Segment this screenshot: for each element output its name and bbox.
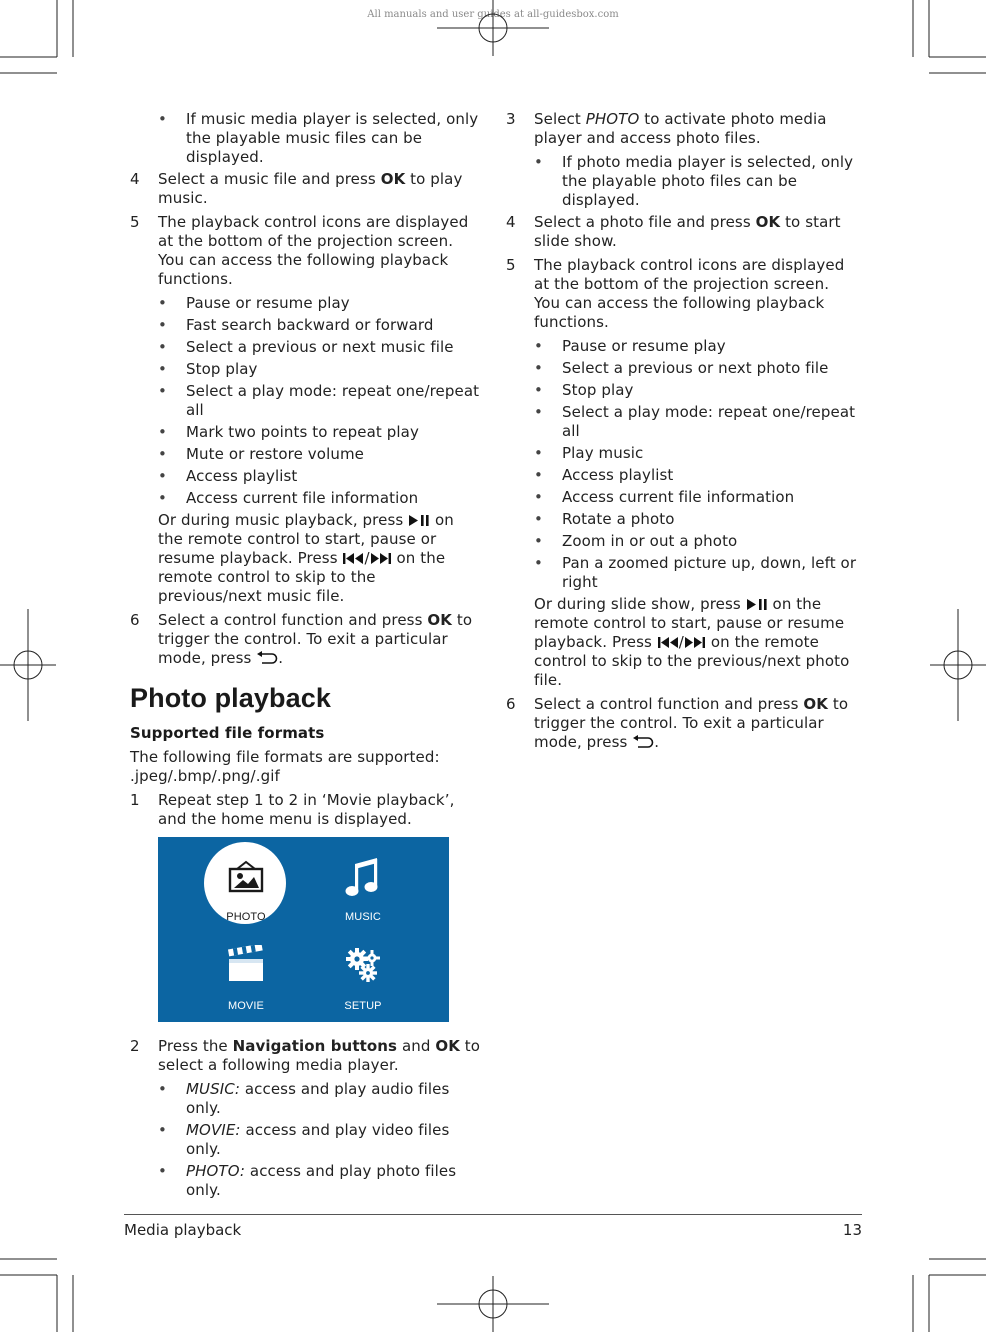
list-item: • Stop play bbox=[158, 360, 258, 378]
next-icon bbox=[684, 636, 706, 649]
function-list bbox=[506, 337, 858, 592]
list-item: • Mark two points to repeat play bbox=[158, 423, 419, 441]
play-pause-icon bbox=[408, 514, 430, 527]
function-list bbox=[130, 294, 482, 508]
list-item: • Access current file information bbox=[534, 488, 795, 506]
subsection-title: Supported file formats bbox=[130, 724, 325, 742]
list-item: • Mute or restore volume bbox=[158, 445, 364, 463]
step-6: 6 Select a control function and press OK to trigger the control. To exit a particular mode, press . bbox=[506, 695, 849, 751]
list-item: • Stop play bbox=[534, 381, 634, 399]
list-item: • Select a play mode: repeat one/repeat all bbox=[158, 382, 480, 419]
step-5: 5 The playback control icons are displayed at the bottom of the projection screen. You can access the following playback functions. bbox=[506, 256, 845, 331]
menu-tile-movie bbox=[191, 931, 301, 1021]
list-item: • Select a play mode: repeat one/repeat all bbox=[534, 403, 856, 440]
list-item: • If music media player is selected, only the playable music files can be displayed. bbox=[158, 110, 479, 166]
list-item: • Select a previous or next photo file bbox=[534, 359, 829, 377]
left-column bbox=[130, 110, 482, 1203]
list-item: • Rotate a photo bbox=[534, 510, 675, 528]
list-item: • Zoom in or out a photo bbox=[534, 532, 738, 550]
watermark: All manuals and user guides at all-guidesbox.com bbox=[367, 9, 619, 20]
section-title: Photo playback bbox=[130, 683, 331, 713]
list-item: • Pause or resume play bbox=[534, 337, 726, 355]
list-item: • If photo media player is selected, only the playable photo files can be displayed. bbox=[534, 153, 854, 209]
home-menu-screenshot bbox=[158, 837, 449, 1022]
list-item: • Access playlist bbox=[158, 467, 298, 485]
step-1: 1 Repeat step 1 to 2 in ‘Movie playback’, and the home menu is displayed. bbox=[130, 791, 455, 828]
formats-text: The following file formats are supported: .jpeg/.bmp/.png/.gif bbox=[130, 748, 440, 785]
list-item: • Pan a zoomed picture up, down, left or right bbox=[534, 554, 857, 591]
back-icon bbox=[632, 735, 654, 749]
list-item: • MOVIE: access and play video files only. bbox=[158, 1121, 450, 1158]
step-5: 5 The playback control icons are displayed at the bottom of the projection screen. You can access the following playback functions. bbox=[130, 213, 469, 288]
menu-tile-music bbox=[308, 842, 418, 932]
gears-icon bbox=[344, 945, 382, 988]
list-item: • MUSIC: access and play audio files only. bbox=[158, 1080, 450, 1117]
right-column bbox=[506, 110, 858, 757]
remote-control-paragraph: Or during slide show, press on the remote control to start, pause or resume playback. Press / on the remote control to skip to the previous/next photo file. bbox=[534, 595, 850, 689]
remote-control-paragraph: Or during music playback, press on the remote control to start, pause or resume playback. Press / on the remote control to skip to the previous/next music file. bbox=[158, 511, 454, 605]
list-item: • Fast search backward or forward bbox=[158, 316, 434, 334]
menu-label-music: MUSIC bbox=[345, 911, 381, 923]
step-3: 3 Select PHOTO to activate photo media player and access photo files. bbox=[506, 110, 827, 147]
menu-tile-setup bbox=[308, 931, 418, 1021]
page-footer bbox=[124, 1214, 862, 1239]
list-item: • Pause or resume play bbox=[158, 294, 350, 312]
photo-icon bbox=[227, 860, 265, 899]
list-item: • Play music bbox=[534, 444, 644, 462]
list-item: • PHOTO: access and play photo files only. bbox=[158, 1162, 457, 1199]
step-6: 6 Select a control function and press OK to trigger the control. To exit a particular mode, press . bbox=[130, 611, 473, 667]
menu-label-photo: PHOTO bbox=[226, 911, 266, 923]
back-icon bbox=[256, 651, 278, 665]
music-icon bbox=[344, 856, 380, 903]
clapperboard-icon bbox=[227, 945, 265, 988]
next-icon bbox=[370, 552, 392, 565]
previous-icon bbox=[657, 636, 679, 649]
menu-label-movie: MOVIE bbox=[228, 1000, 264, 1012]
player-list bbox=[130, 1080, 482, 1200]
step-2: 2 Press the Navigation buttons and OK to select a following media player. bbox=[130, 1037, 481, 1074]
list-item: • Select a previous or next music file bbox=[158, 338, 454, 356]
menu-tile-photo bbox=[191, 842, 301, 932]
list-item: • Access current file information bbox=[158, 489, 419, 507]
step-4: 4 Select a music file and press OK to play music. bbox=[130, 170, 463, 207]
step-4: 4 Select a photo file and press OK to start slide show. bbox=[506, 213, 841, 250]
play-pause-icon bbox=[746, 598, 768, 611]
menu-label-setup: SETUP bbox=[344, 1000, 382, 1012]
list-item: • Access playlist bbox=[534, 466, 674, 484]
previous-icon bbox=[342, 552, 364, 565]
page-number: 13 bbox=[842, 1221, 862, 1239]
footer-section-name: Media playback bbox=[124, 1221, 242, 1239]
